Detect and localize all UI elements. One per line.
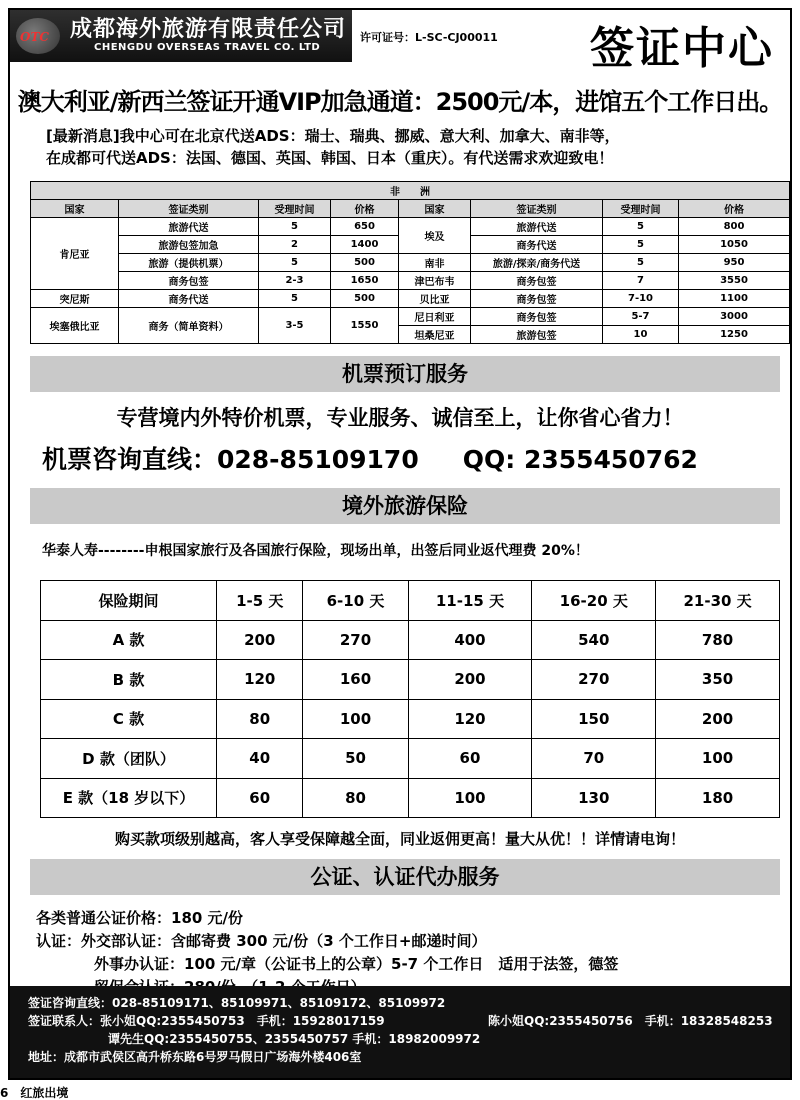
header: [10, 10, 790, 74]
cell: 120: [408, 699, 532, 739]
insurance-note: 购买款项级别越高，客人享受保障越全面，同业返佣更高！量大从优！！详情请电询！: [114, 830, 685, 848]
cell: 540: [532, 620, 656, 660]
region-label: 非 洲: [31, 182, 790, 200]
cell: 1100: [679, 290, 790, 308]
cell: E 款（18 岁以下）: [41, 778, 217, 818]
cell: 150: [532, 699, 656, 739]
header-cell: 受理时间: [603, 200, 679, 218]
cell: 80: [217, 699, 303, 739]
cell: 2-3: [259, 272, 331, 290]
table-header-row: [31, 200, 790, 218]
ticket-slogan: 专营境内外特价机票，专业服务、诚信至上，让你省心省力！: [116, 406, 684, 430]
cell: 80: [303, 778, 408, 818]
news-line: 在成都可代送ADS：法国、德国、英国、韩国、日本（重庆）。有代送需求欢迎致电！: [46, 149, 614, 167]
ticket-hotline: 机票咨询直线：028-85109170: [42, 445, 419, 474]
cell: 商务包签: [471, 290, 603, 308]
cell: 100: [656, 739, 780, 779]
logo-text: OTC: [20, 30, 49, 44]
header-cell: 价格: [679, 200, 790, 218]
cell: 商务包签: [471, 308, 603, 326]
header-cell: 保险期间: [41, 581, 217, 621]
cell: 950: [679, 254, 790, 272]
company-name-en: CHENGDU OVERSEAS TRAVEL CO. LTD: [94, 42, 321, 53]
footer-contacts: [28, 1012, 790, 1030]
insurance-section-banner: 境外旅游保险: [30, 488, 780, 524]
cell: 5: [603, 236, 679, 254]
cert-line: 认证：外交部认证：含邮寄费 300 元/份（3 个工作日+邮递时间）: [36, 932, 487, 950]
globe-logo-icon: [16, 18, 60, 54]
table-row: [31, 290, 790, 308]
header-cell: 价格: [331, 200, 399, 218]
cell: 1250: [679, 326, 790, 344]
cell: 100: [408, 778, 532, 818]
ticket-contact: [10, 440, 790, 476]
country-cell: 尼日利亚: [399, 308, 471, 326]
table-row: [31, 254, 790, 272]
footer-address: 地址：成都市武侯区高升桥东路6号罗马假日广场海外楼406室: [28, 1050, 362, 1064]
table-row: [41, 778, 780, 818]
country-cell: 突尼斯: [31, 290, 119, 308]
insurance-intro: 华泰人寿--------申根国家旅行及各国旅行保险，现场出单，出签后同业返代理费 20%！: [42, 543, 589, 559]
cell: 200: [217, 620, 303, 660]
cell: 10: [603, 326, 679, 344]
cell: 800: [679, 218, 790, 236]
cell: 商务（简单资料）: [119, 308, 259, 344]
footer-contact-tan: 谭先生QQ:2355450755、2355450757 手机：18982009972: [108, 1032, 481, 1046]
cell: 500: [331, 290, 399, 308]
cell: 旅游包签: [471, 326, 603, 344]
table-row: [31, 272, 790, 290]
cell: A 款: [41, 620, 217, 660]
company-name-cn: 成都海外旅游有限责任公司: [70, 16, 347, 42]
table-row: [41, 620, 780, 660]
company-logo-block: [10, 10, 352, 62]
cell: 商务代送: [119, 290, 259, 308]
cell: 7-10: [603, 290, 679, 308]
cert-section-banner: 公证、认证代办服务: [30, 859, 780, 895]
footer-contact-zhang: 签证联系人：张小姐QQ:2355450753 手机：15928017159: [28, 1014, 385, 1028]
country-cell: 贝比亚: [399, 290, 471, 308]
cell: 3550: [679, 272, 790, 290]
cell: 1400: [331, 236, 399, 254]
cell: 旅游包签加急: [119, 236, 259, 254]
cell: 5: [259, 290, 331, 308]
news-block: [10, 125, 790, 169]
vip-headline: 澳大利亚/新西兰签证开通VIP加急通道：2500元/本，进馆五个工作日出。: [17, 88, 783, 116]
cell: 5: [259, 254, 331, 272]
ad-frame: [8, 8, 792, 1080]
header-cell: 16-20 天: [532, 581, 656, 621]
cell: 180: [656, 778, 780, 818]
cell: 100: [303, 699, 408, 739]
cell: 1650: [331, 272, 399, 290]
cell: 3-5: [259, 308, 331, 344]
cell: 5: [603, 254, 679, 272]
cell: 500: [331, 254, 399, 272]
table-header-row: [41, 581, 780, 621]
ticket-qq: QQ: 2355450762: [462, 445, 698, 474]
cell: 旅游/探亲/商务代送: [471, 254, 603, 272]
ticket-section-banner: 机票预订服务: [30, 356, 780, 392]
cell: 400: [408, 620, 532, 660]
cell: 270: [303, 620, 408, 660]
country-cell: 肯尼亚: [31, 218, 119, 290]
africa-visa-table: [30, 181, 790, 344]
table-row: [41, 699, 780, 739]
header-cell: 签证类别: [119, 200, 259, 218]
header-cell: 签证类别: [471, 200, 603, 218]
page-title: 签证中心: [590, 23, 774, 74]
cell: 60: [217, 778, 303, 818]
table-row: [31, 308, 790, 326]
header-cell: 6-10 天: [303, 581, 408, 621]
cell: D 款（团队）: [41, 739, 217, 779]
cell: 3000: [679, 308, 790, 326]
header-cell: 21-30 天: [656, 581, 780, 621]
country-cell: 津巴布韦: [399, 272, 471, 290]
cell: B 款: [41, 660, 217, 700]
table-row: [31, 218, 790, 236]
cell: 5-7: [603, 308, 679, 326]
country-cell: 埃及: [399, 218, 471, 254]
cell: 5: [259, 218, 331, 236]
cell: 50: [303, 739, 408, 779]
cell: 200: [656, 699, 780, 739]
license-number: 许可证号：L-SC-CJ00011: [360, 31, 498, 44]
cert-line: 外事办认证：100 元/章（公证书上的公章）5-7 个工作日 适用于法签，德签: [94, 955, 619, 973]
cell: 120: [217, 660, 303, 700]
cell: 7: [603, 272, 679, 290]
country-cell: 坦桑尼亚: [399, 326, 471, 344]
header-cell: 国家: [399, 200, 471, 218]
cell: 1050: [679, 236, 790, 254]
cell: 1550: [331, 308, 399, 344]
cell: 旅游（提供机票）: [119, 254, 259, 272]
footer-contact-chen: 陈小姐QQ:2355450756 手机：18328548253: [488, 1014, 773, 1028]
country-cell: 南非: [399, 254, 471, 272]
cell: 200: [408, 660, 532, 700]
cell: 60: [408, 739, 532, 779]
header-cell: 11-15 天: [408, 581, 532, 621]
footer-phones: 签证咨询直线：028-85109171、85109971、85109172、85109972: [28, 996, 446, 1010]
cell: 350: [656, 660, 780, 700]
cell: 270: [532, 660, 656, 700]
region-row: [31, 182, 790, 200]
header-cell: 受理时间: [259, 200, 331, 218]
country-cell: 埃塞俄比亚: [31, 308, 119, 344]
cell: 5: [603, 218, 679, 236]
cell: 650: [331, 218, 399, 236]
cell: 旅游代送: [119, 218, 259, 236]
cell: 130: [532, 778, 656, 818]
cell: 2: [259, 236, 331, 254]
cell: 40: [217, 739, 303, 779]
cert-line: 各类普通公证价格：180 元/份: [36, 909, 244, 927]
header-cell: 国家: [31, 200, 119, 218]
cell: 旅游代送: [471, 218, 603, 236]
cell: 780: [656, 620, 780, 660]
header-cell: 1-5 天: [217, 581, 303, 621]
table-row: [41, 660, 780, 700]
cell: 商务包签: [471, 272, 603, 290]
contact-footer: [10, 986, 790, 1078]
news-line: [最新消息]我中心可在北京代送ADS：瑞士、瑞典、挪威、意大利、加拿大、南非等，: [46, 127, 620, 145]
table-row: [41, 739, 780, 779]
insurance-table: [40, 580, 780, 818]
page-footer-label: 6 红旅出境: [0, 1086, 69, 1100]
cell: 商务代送: [471, 236, 603, 254]
cell: 商务包签: [119, 272, 259, 290]
cell: 160: [303, 660, 408, 700]
cell: 70: [532, 739, 656, 779]
cell: C 款: [41, 699, 217, 739]
